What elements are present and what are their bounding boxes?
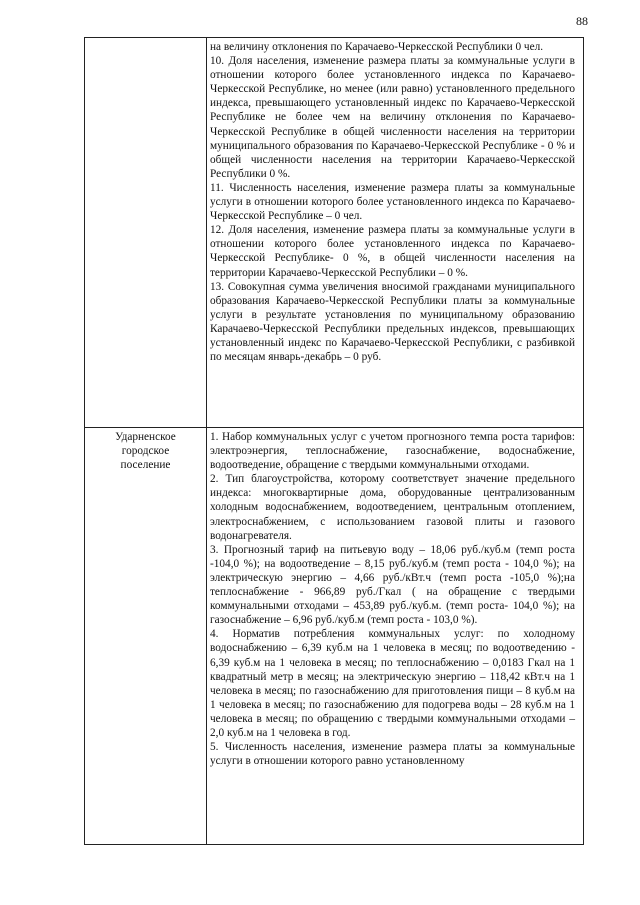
table-row-1-content <box>210 40 575 364</box>
column-divider <box>206 38 207 844</box>
paragraph: 12. Доля населения, изменение размера платы за коммунальные услуги в отношении которого более установленного индекса по Карачаево-Черкесской Республике- 0 %, в общей численности населения на территории Карачаево-Черкесской Республики – 0 %. <box>210 224 575 279</box>
row-divider <box>85 427 583 428</box>
page-number: 88 <box>576 14 588 28</box>
paragraph: 2. Тип благоустройства, которому соответствует значение предельного индекса: многоквартирные дома, оборудованные централизованным холодным водоснабжением, водоотведением, центральным отоплением, электроснабжением, с использованием газовой плиты и газового водонагревателя. <box>210 473 575 542</box>
municipality-name <box>87 430 204 472</box>
municipality-line: Ударненское <box>115 431 176 443</box>
paragraph: на величину отклонения по Карачаево-Черкесской Республики 0 чел. <box>210 41 544 53</box>
paragraph: 11. Численность населения, изменение размера платы за коммунальные услуги в отношении которого более установленного индекса по Карачаево-Черкесской Республике – 0 чел. <box>210 181 575 223</box>
municipality-line: поселение <box>120 459 171 472</box>
paragraph: 1. Набор коммунальных услуг с учетом прогнозного темпа роста тарифов: электроэнергия, теплоснабжение, газоснабжение, водоснабжение, водоотведение, обращение с твердыми коммунальными отходами. <box>210 431 575 472</box>
table-row-2-content <box>210 430 575 768</box>
paragraph: 3. Прогнозный тариф на питьевую воду – 18,06 руб./куб.м (темп роста -104,0 %); на водоотведение – 8,15 руб./куб.м (темп роста - 104,0 %); на электрическую энергию – 4,66 руб./кВт.ч (темп роста -105,0 %);на теплоснабжение - 966,89 руб./Гкал ( на обращение с твердыми коммунальными отходами – 453,89 руб./куб.м. (темп роста- 104,0 %); на газоснабжение – 6,96 руб./куб.м (темп роста - 103,0 %). <box>210 543 575 627</box>
municipality-line: городское <box>121 445 170 458</box>
document-table <box>84 37 584 845</box>
paragraph: 13. Совокупная сумма увеличения вносимой гражданами муниципального образования Карачаево-Черкесской Республики платы за коммунальные услуги в результате установления по муниципальному образованию Карачаево-Черкесской Республики предельных индексов, превышающих установленный индекс по Карачаево-Черкесской Республики, с разбивкой по месяцам январь-декабрь – 0 руб. <box>210 280 575 364</box>
paragraph: 5. Численность населения, изменение размера платы за коммунальные услуги в отношении которого равно установленному <box>210 741 575 768</box>
paragraph: 4. Норматив потребления коммунальных услуг: по холодному водоснабжению – 6,39 куб.м на 1 человека в месяц; по водоотведению - 6,39 куб.м на 1 человека в месяц; по теплоснабжению – 0,0183 Гкал на 1 квадратный метр в месяц; на электрическую энергию – 118,42 кВт.ч на 1 человека в месяц; по газоснабжению для приготовления пищи – 8 куб.м на 1 человека в месяц; по газоснабжению для подогрева воды – 28 куб.м на 1 человека в месяц; по обращению с твердыми коммунальными отходами – 2,0 куб.м на 1 человека в год. <box>210 628 575 739</box>
paragraph: 10. Доля населения, изменение размера платы за коммунальные услуги в отношении которого более установленного индекса по Карачаево-Черкесской Республике, но менее (или равно) установленного предельного индекса, превышающего установленный индекс по Карачаево-Черкесской Республике не более чем на величину отклонения по Карачаево-Черкесской Республике в общей численности населения на территории муниципального образования по Карачаево-Черкесской Республике - 0 % и общей численности населения на территории Карачаево-Черкесской Республики 0 %. <box>210 55 575 180</box>
